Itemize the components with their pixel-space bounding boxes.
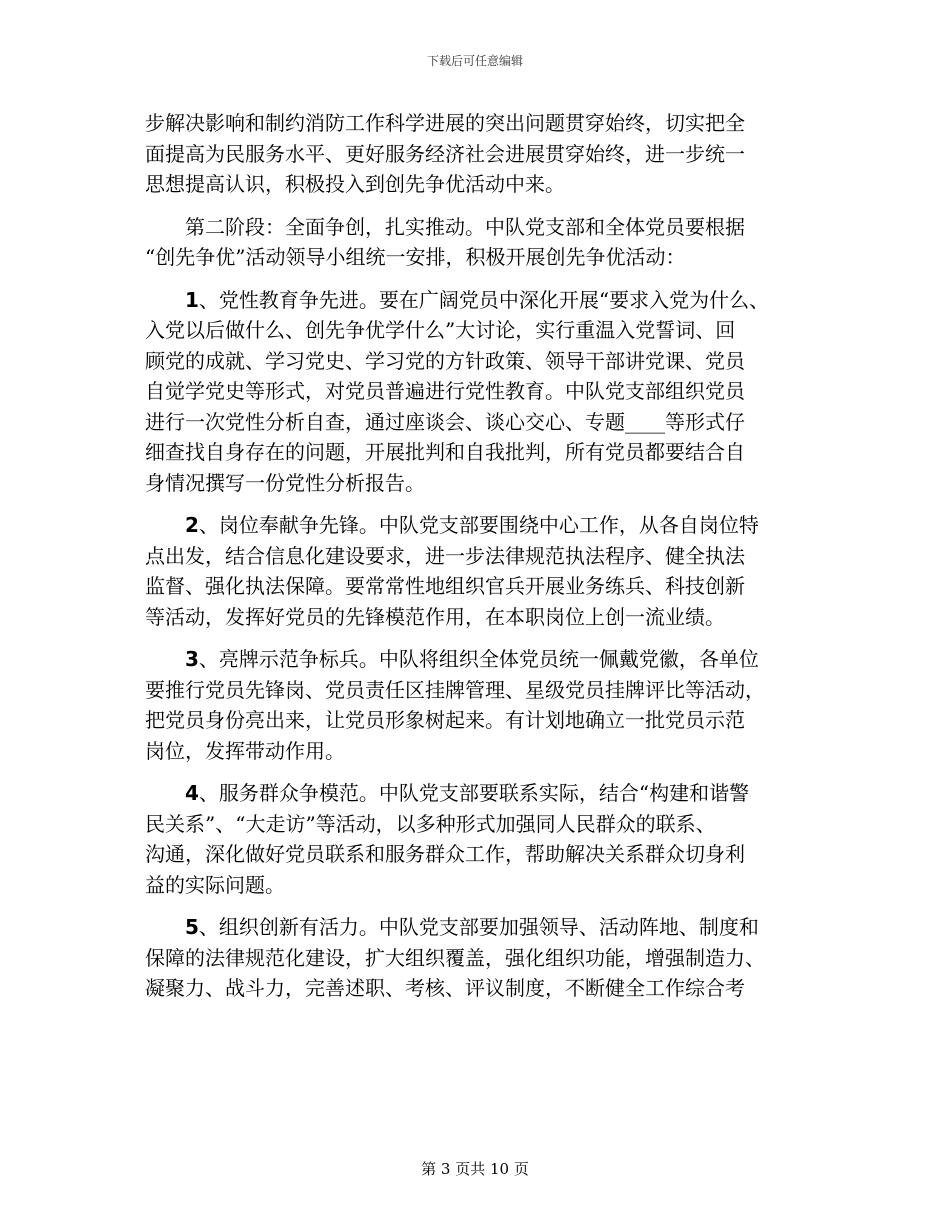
text-line	[145, 285, 835, 316]
text-line	[145, 510, 835, 541]
text-line: 自觉学党史等形式，对党员普遍进行党性教育。中队党支部组织党员	[145, 379, 745, 403]
text-line: 监督、强化执法保障。要常常性地组织官兵开展业务练兵、科技创新	[145, 574, 745, 598]
item-number: 5	[185, 915, 199, 939]
text-line: 思想提高认识，积极投入到创先争优活动中来。	[145, 172, 565, 196]
item-number: 1	[185, 287, 199, 312]
paragraph	[145, 212, 835, 273]
paragraph-item-4	[145, 778, 835, 900]
paragraph-item-2	[145, 510, 835, 632]
text-line: 岗位，发挥带动作用。	[145, 738, 345, 763]
text-line: 点出发，结合信息化建设要求，进一步法律规范执法程序、健全执法	[145, 543, 745, 568]
text-line: “创先争优”活动领导小组统一安排，积极开展创先争优活动：	[145, 245, 686, 269]
text-line: 保障的法律规范化建设，扩大组织覆盖，强化组织功能，增强制造力、	[145, 945, 765, 970]
text-line: 入党以后做什么、创先争优学什么”大讨论，实行重温入党誓词、回	[145, 318, 736, 342]
line-text: 、亮牌示范争标兵。中队将组织全体党员统一佩戴党徽，各单位	[198, 647, 759, 671]
paragraph	[145, 108, 835, 200]
text-line: 顾党的成就、学习党史、学习党的方针政策、领导干部讲党课、党员	[145, 348, 745, 373]
paragraph-item-5	[145, 912, 835, 1004]
text-line: 细查找自身存在的问题，开展批判和自我批判，所有党员都要结合自	[145, 440, 745, 464]
text-line: 把党员身份亮出来，让党员形象树起来。有计划地确立一批党员示范	[145, 708, 745, 732]
text-line: 面提高为民服务水平、更好服务经济社会进展贯穿始终，进一步统一	[145, 141, 745, 166]
text-line: 步解决影响和制约消防工作科学进展的突出问题贯穿始终，切实把全	[145, 111, 745, 135]
line-text: 、服务群众争模范。中队党支部要联系实际，结合“构建和谐警	[198, 781, 750, 805]
paragraph-item-3	[145, 644, 835, 766]
paragraph-item-1	[145, 285, 835, 499]
text-line: 第二阶段：全面争创，扎实推动。中队党支部和全体党员要根据	[185, 214, 745, 239]
item-number: 2	[185, 513, 199, 537]
text-line: 进行一次党性分析自查，通过座谈会、谈心交心、专题____等形式仔	[145, 409, 745, 434]
text-line: 身情况撰写一份党性分析报告。	[145, 470, 425, 495]
text-line: 要推行党员先锋岗、党员责任区挂牌管理、星级党员挂牌评比等活动，	[145, 677, 765, 702]
text-line	[145, 778, 835, 809]
text-line: 民关系”、“大走访”等活动，以多种形式加强同人民群众的联系、	[145, 811, 716, 836]
text-line: 益的实际问题。	[145, 872, 285, 897]
text-line	[145, 912, 835, 943]
item-number: 4	[185, 781, 199, 805]
page-header: 下载后可任意编辑	[426, 54, 523, 68]
line-text: 、组织创新有活力。中队党支部要加强领导、活动阵地、制度和	[198, 915, 759, 939]
text-line: 等活动，发挥好党员的先锋模范作用，在本职岗位上创一流业绩。	[145, 604, 725, 629]
text-line	[145, 644, 835, 675]
page-footer: 第 3 页共 10 页	[421, 1160, 529, 1178]
item-number: 3	[185, 647, 199, 671]
document-body	[145, 108, 835, 1004]
line-text: 、岗位奉献争先锋。中队党支部要围绕中心工作，从各自岗位特	[198, 513, 759, 537]
text-line: 沟通，深化做好党员联系和服务群众工作，帮助解决关系群众切身利	[145, 842, 745, 866]
line-text: 、党性教育争先进。要在广阔党员中深化开展“要求入党为什么、	[198, 287, 770, 312]
text-line: 凝聚力、战斗力，完善述职、考核、评议制度，不断健全工作综合考	[145, 976, 745, 1000]
